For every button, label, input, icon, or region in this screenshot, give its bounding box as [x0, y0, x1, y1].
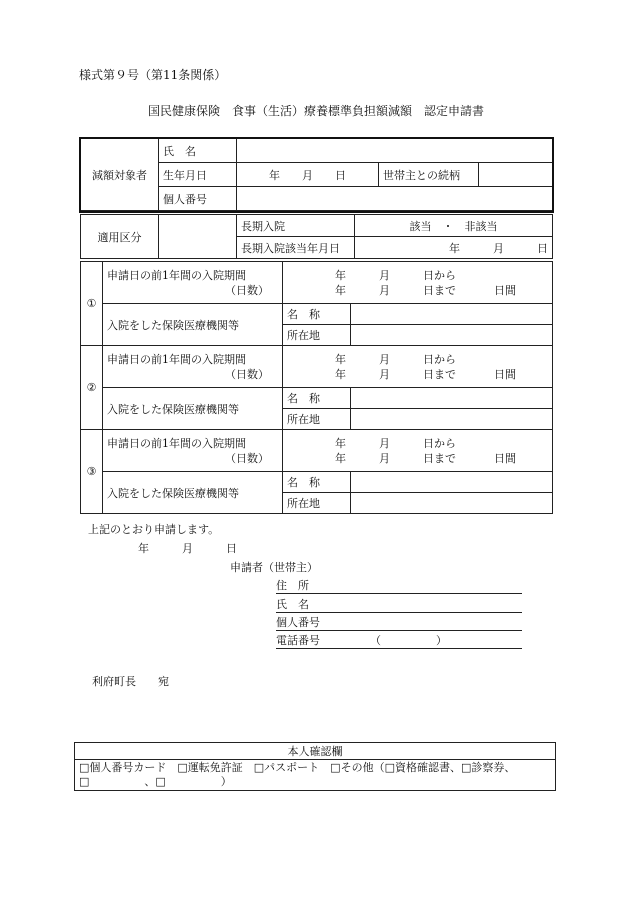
- applicant-phone-paren: （ ）: [370, 634, 447, 647]
- applicant-name-label: 氏 名: [276, 598, 309, 611]
- period-days: 日間: [494, 283, 516, 297]
- relation-field[interactable]: [479, 163, 553, 187]
- facility-name-label: 名 称: [283, 472, 351, 493]
- period-table: [80, 261, 553, 514]
- identity-table: [74, 742, 556, 791]
- facility-name-field[interactable]: [351, 472, 553, 493]
- period-days: 日間: [494, 451, 516, 465]
- period-label: 申請日の前1年間の入院期間: [107, 268, 246, 282]
- applicant-phone-label: 電話番号: [276, 634, 320, 647]
- facility-address-label: 所在地: [283, 325, 351, 346]
- applicant-phone[interactable]: [276, 632, 522, 649]
- period-to: 年 月 日まで: [335, 367, 456, 381]
- target-person-table: [80, 138, 553, 211]
- mynumber-field[interactable]: [237, 187, 553, 211]
- identity-line2: □ 、□ ）: [79, 775, 232, 788]
- period-from: 年 月 日から: [335, 436, 456, 450]
- birth-field[interactable]: 年 月 日: [237, 163, 379, 187]
- applicable-label: 適用区分: [81, 215, 159, 259]
- facility-label: 入院をした保険医療機関等: [103, 304, 283, 346]
- period-days: 日間: [494, 367, 516, 381]
- facility-address-field[interactable]: [351, 409, 553, 430]
- period-from: 年 月 日から: [335, 352, 456, 366]
- applicant-address-label: 住 所: [276, 579, 309, 592]
- period-from: 年 月 日から: [335, 268, 456, 282]
- applicable-table: [80, 214, 553, 259]
- applicable-field[interactable]: [159, 215, 237, 259]
- facility-label: 入院をした保険医療機関等: [103, 388, 283, 430]
- days-label: （日数）: [225, 283, 269, 297]
- period-field[interactable]: [283, 262, 553, 304]
- facility-name-label: 名 称: [283, 388, 351, 409]
- relation-label: 世帯主との続柄: [379, 163, 479, 187]
- target-section-label: 減額対象者: [81, 139, 159, 211]
- form-number: 様式第９号（第11条関係）: [79, 68, 227, 82]
- birth-label: 生年月日: [159, 163, 237, 187]
- period-field[interactable]: [283, 346, 553, 388]
- mynumber-label: 個人番号: [159, 187, 237, 211]
- facility-address-field[interactable]: [351, 493, 553, 514]
- period-to: 年 月 日まで: [335, 451, 456, 465]
- facility-address-label: 所在地: [283, 409, 351, 430]
- applicant-mynumber-label: 個人番号: [276, 616, 320, 629]
- applicant-address[interactable]: [276, 577, 522, 594]
- period-number: ②: [81, 346, 103, 430]
- applicant-label: 申請者（世帯主）: [230, 561, 318, 574]
- longterm-date-value[interactable]: 年 月 日: [355, 237, 553, 259]
- facility-address-field[interactable]: [351, 325, 553, 346]
- form-title: 国民健康保険 食事（生活）療養標準負担額減額 認定申請書: [148, 104, 485, 118]
- days-label: （日数）: [225, 367, 269, 381]
- declaration: 上記のとおり申請します。: [88, 523, 220, 536]
- facility-name-label: 名 称: [283, 304, 351, 325]
- name-label: 氏 名: [159, 139, 237, 163]
- facility-name-field[interactable]: [351, 304, 553, 325]
- period-number: ①: [81, 262, 103, 346]
- longterm-value[interactable]: 該当 ・ 非該当: [355, 215, 553, 237]
- application-date[interactable]: 年 月 日: [138, 542, 237, 555]
- facility-label: 入院をした保険医療機関等: [103, 472, 283, 514]
- days-label: （日数）: [225, 451, 269, 465]
- period-to: 年 月 日まで: [335, 283, 456, 297]
- applicant-mynumber[interactable]: [276, 614, 522, 631]
- name-field[interactable]: [237, 139, 553, 163]
- facility-name-field[interactable]: [351, 388, 553, 409]
- period-label: 申請日の前1年間の入院期間: [107, 436, 246, 450]
- period-field[interactable]: [283, 430, 553, 472]
- identity-line1: □個人番号カード □運転免許証 □パスポート □その他（□資格確認書、□診察券、: [79, 761, 516, 774]
- facility-address-label: 所在地: [283, 493, 351, 514]
- identity-options[interactable]: [75, 760, 556, 791]
- period-label: 申請日の前1年間の入院期間: [107, 352, 246, 366]
- period-number: ③: [81, 430, 103, 514]
- longterm-date-label: 長期入院該当年月日: [237, 237, 355, 259]
- addressee: 利府町長 宛: [92, 675, 169, 688]
- identity-title: 本人確認欄: [75, 743, 556, 760]
- applicant-name[interactable]: [276, 596, 522, 613]
- longterm-label: 長期入院: [237, 215, 355, 237]
